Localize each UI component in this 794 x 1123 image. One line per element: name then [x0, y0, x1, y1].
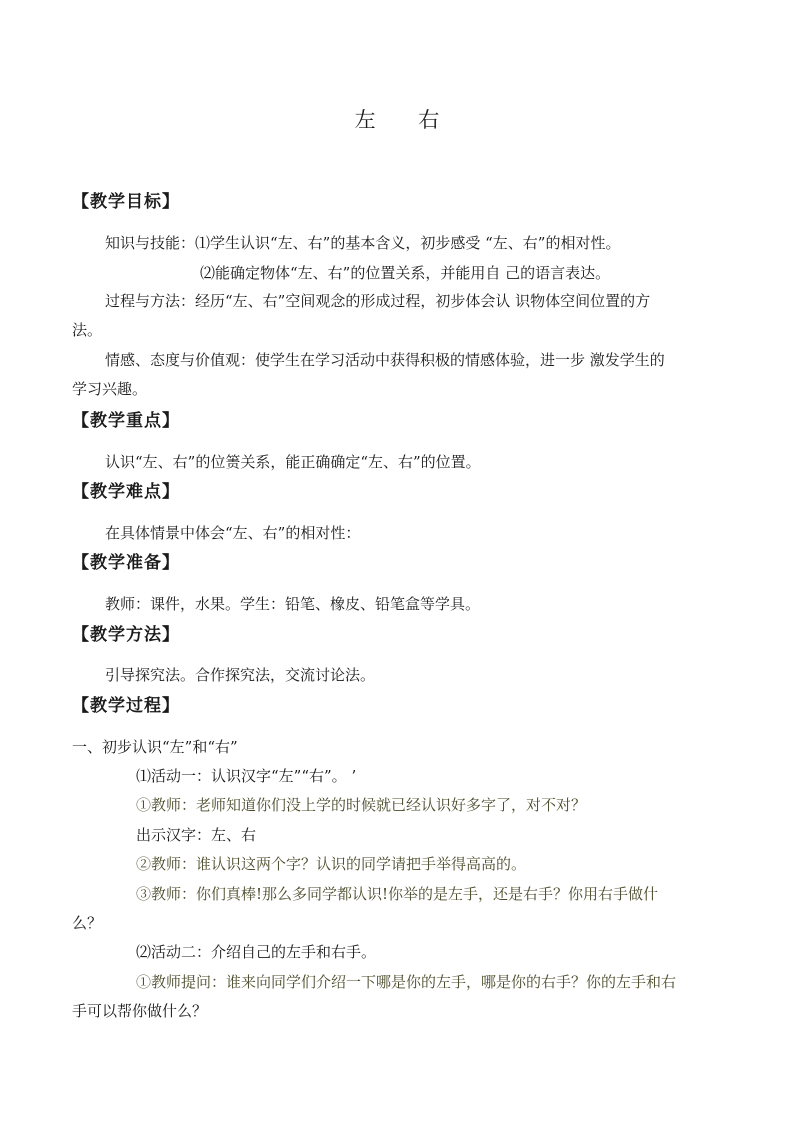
procedure-show-characters: 出示汉字：左、右 — [136, 826, 257, 844]
key-point-text: 认识“左、右”的位箦关系，能正确确定“左、右”的位置。 — [105, 453, 481, 471]
goal-knowledge-line-1: 知识与技能：⑴学生认识“左、右”的基本含义，初步感受 “左、右”的相对性。 — [105, 234, 621, 252]
goal-emotion-line-2: 学习兴趣。 — [72, 380, 148, 398]
procedure-part-1: 一、初步认识“左”和“右” — [72, 738, 238, 756]
preparation-text: 教师：课件，水果。学生：铅笔、橡皮、铅笔盒等学具。 — [105, 595, 481, 613]
heading-preparation: 【教学准备】 — [72, 553, 180, 573]
heading-teaching-goals: 【教学目标】 — [72, 192, 180, 212]
procedure-activity-2: ⑵活动二：介绍自己的左手和右手。 — [136, 943, 377, 961]
procedure-teacher-4-line-1: ①教师提问：谁来向同学们介绍一下哪是你的左手，哪是你的右手？你的左手和右 — [136, 973, 677, 991]
heading-procedure: 【教学过程】 — [72, 696, 180, 716]
procedure-teacher-4-line-2: 手可以帮你做什么？ — [72, 1002, 208, 1020]
difficulty-text: 在具体情景中体会“左、右”的相对性： — [105, 524, 361, 542]
procedure-teacher-3-line-2: 么？ — [72, 914, 103, 932]
page-title: 左 右 — [354, 108, 458, 132]
goal-knowledge-line-2: ⑵能确定物体“左、右”的位置关系，并能用自 己的语言表达。 — [200, 264, 611, 282]
goal-emotion-line-1: 情感、态度与价值观：使学生在学习活动中获得积极的情感体验，进一步 激发学生的 — [105, 351, 665, 369]
heading-method: 【教学方法】 — [72, 625, 180, 645]
heading-difficulty: 【教学难点】 — [72, 482, 180, 502]
heading-key-points: 【教学重点】 — [72, 411, 180, 431]
goal-process-line-1: 过程与方法：经历“左、右”空间观念的形成过程，初步体会认 识物体空间位置的方 — [105, 292, 651, 310]
procedure-teacher-3-line-1: ③教师：你们真棒!那么多同学都认识!你举的是左手，还是右手？你用右手做什 — [136, 885, 659, 903]
procedure-teacher-2: ②教师：谁认识这两个字？认识的同学请把手举得高高的。 — [136, 855, 527, 873]
goal-process-line-2: 法。 — [72, 321, 103, 339]
procedure-teacher-1: ①教师：老师知道你们没上学的时候就已经认识好多字了，对不对？ — [136, 796, 587, 814]
procedure-activity-1: ⑴活动一：认识汉字“左”“右”。 ’ — [136, 767, 357, 785]
method-text: 引导探究法。合作探究法，交流讨论法。 — [105, 666, 376, 684]
